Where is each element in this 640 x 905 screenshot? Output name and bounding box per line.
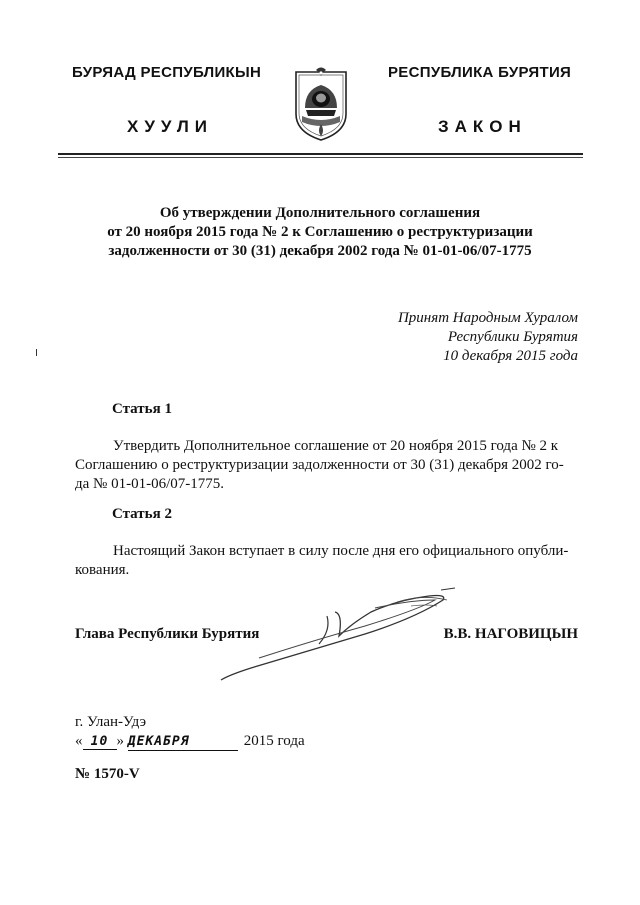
law-title-line: задолженности от 30 (31) декабря 2002 года № 01-01-06/07-1775 xyxy=(108,243,532,259)
article-2-text xyxy=(75,542,578,580)
law-title-line: Об утверждении Дополнительного соглашения xyxy=(159,205,481,221)
article-1-line: Утвердить Дополнительное соглашение от 20 ноября 2015 года № 2 к xyxy=(113,438,559,454)
article-2-heading: Статья 2 xyxy=(112,506,172,522)
article-1-line: Соглашению о реструктуризации задолженности от 30 (31) декабря 2002 го- xyxy=(75,457,564,473)
header-rule-thin xyxy=(58,157,583,158)
header-right-doc-type: ЗАКОН xyxy=(438,117,527,136)
date-close-quote: » xyxy=(116,733,124,749)
date-month: ДЕКАБРЯ xyxy=(127,734,190,749)
law-title-line: от 20 ноября 2015 года № 2 к Соглашению о реструктуризации xyxy=(107,224,533,240)
signatory-name: В.В. НАГОВИЦЫН xyxy=(443,626,578,642)
article-1-heading: Статья 1 xyxy=(112,401,172,417)
signatory-position: Глава Республики Бурятия xyxy=(75,626,260,642)
adoption-line: 10 декабря 2015 года xyxy=(443,348,578,364)
article-2-line: Настоящий Закон вступает в силу после дня его официального опубли- xyxy=(113,543,569,559)
law-number: № 1570-V xyxy=(75,766,140,782)
header-left-title: БУРЯАД РЕСПУБЛИКЫН xyxy=(72,64,262,81)
article-2-line: кования. xyxy=(75,562,130,578)
place-of-signing: г. Улан-Удэ xyxy=(75,714,147,730)
margin-mark xyxy=(36,349,37,356)
date-open-quote: « xyxy=(75,733,83,749)
header-right-title: РЕСПУБЛИКА БУРЯТИЯ xyxy=(388,64,572,81)
date-year: 2015 года xyxy=(243,733,305,749)
header-rule-thick xyxy=(58,153,583,155)
date-day: 10 xyxy=(83,734,117,750)
article-1-text xyxy=(75,437,578,494)
law-title xyxy=(60,204,580,261)
header-left-doc-type: ХУУЛИ xyxy=(127,117,213,136)
adoption-line: Принят Народным Хуралом xyxy=(397,310,578,326)
adoption-line: Республики Бурятия xyxy=(447,329,578,345)
coat-of-arms-icon xyxy=(294,66,348,142)
date-month-field xyxy=(128,733,238,751)
adoption-note xyxy=(398,309,578,366)
signing-date xyxy=(75,733,305,751)
article-1-line: да № 01-01-06/07-1775. xyxy=(75,476,225,492)
handwritten-signature xyxy=(215,578,465,688)
